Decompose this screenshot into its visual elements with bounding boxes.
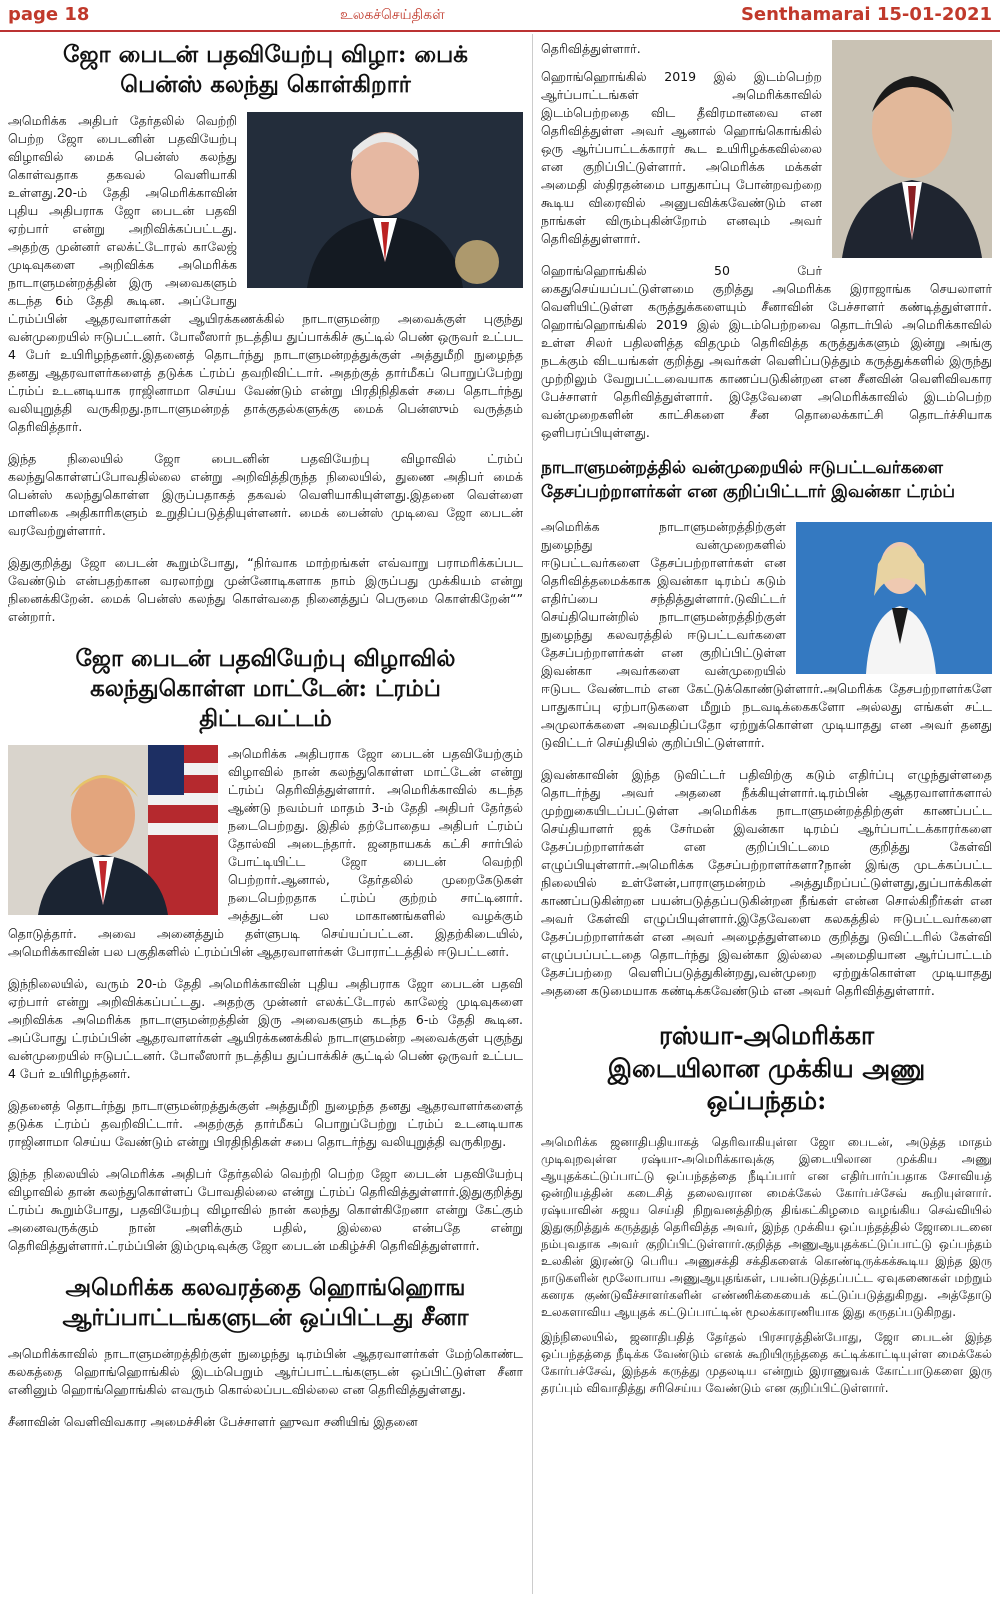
headline-ivanka: நாடாளுமன்றத்தில் வன்முறையில் ஈடுபட்டவர்களை தேசப்பற்றாளர்கள் என குறிப்பிட்டார் இவன்கா ட்ரம்ப் xyxy=(541,458,956,502)
trump-paragraph-3: இதனைத் தொடர்ந்து நாடாளுமன்றத்துக்குள் அத்துமீறி நுழைந்த தனது ஆதரவாளர்களைத் தடுக்க ட்ரம்ப் தவறிவிட்டார். அதற்குத் தார்மீகப் பொறுப்பேற்று ட்ரம்ப் உடனடியாக ராஜினாமா செய்ய வேண்டும் என்று பிரதிநிதிகள் சபை தொடர்ந்து வலியுறுத்தி வருகிறது. xyxy=(8,1098,523,1150)
china-paragraph-1: அமெரிக்காவில் நாடாளுமன்றத்திற்குள் நுழைந்து டிரம்பின் ஆதரவாளர்கள் மேற்கொண்ட கலகத்தை ஹொங்ஹொங்கில் இடம்பெறும் ஆர்ப்பாட்டங்களுடன் ஒப்பிட்டுள்ள சீனா எனினும் ஹொங்ஹொங்கில் எவரும் கொல்லப்படவில்லை என தெரிவித்துள்ளது. xyxy=(8,1346,523,1398)
ivanka-paragraph-1: அமெரிக்க நாடாளுமன்றத்திற்குள் நுழைந்து வன்முறைகளில் ஈடுபட்டவர்களை தேசப்பற்றாளர்கள் என தெரிவித்தமைக்காக இவன்கா டிரம்ப் கடும் எதிர்ப்பை சந்தித்துள்ளார்.டுவிட்டர் செய்தியொன்றில் நாடாளுமன்றத்திற்குள் நுழைந்து கலவரத்தில் ஈடுபட்டவர்களை தேசப்பற்றாளர்கள் என குறிப்பிட்டுள்ள இவன்கா அவர்களை வன்முறையில் ஈடுபட வேண்டாம் என கேட்டுக்கொண்டுள்ளார்.அமெரிக்க தேசபற்றாளர்களே பாதுகாப்பு ஏற்பாடுகளை மீறும் நடவடிக்கைகளோ அல்லது எங்கள் சட்ட அமுலாக்களை அவமதிப்பதோ ஏற்றுக்கொள்ள முடியாதது என அவர் தனது டுவிட்டர் செய்தியில் குறிப்பிட்டுள்ளார். xyxy=(541,519,992,750)
headline-nuclear: ரஸ்யா-அமெரிக்கா இடையிலான முக்கிய அணு ஒப்பந்தம்: xyxy=(607,1021,926,1115)
pence-image xyxy=(247,112,523,288)
left-column xyxy=(8,40,523,1592)
right-column xyxy=(541,40,992,1592)
ivanka-paragraph-2: இவன்காவின் இந்த டுவிட்டர் பதிவிற்கு கடும் எதிர்ப்பு எழுந்துள்ளதை தொடர்ந்து அவர் அதனை நீக்கியுள்ளார்.டிரம்பின் ஆதரவாளர்களால் முற்றுகையிடப்பட்டுள்ள அமெரிக்க நாடாளுமன்றத்திற்குள் காணப்பட்ட செய்தியாளர் ஜக் சேர்மன் இவன்கா டிரம்ப் ஆர்ப்பாட்டக்காரர்களை தேசப்பற்றாளர்கள் என குறிப்பிட்டமை குறித்து கேள்வி எழுப்பியுள்ளார்.அமெரிக்க தேசப்பற்றாளர்களா?நான் இங்கு முடக்கப்பட்ட நிலையில் உள்ளேன்,பாராளுமன்றம் அத்துமீறப்பட்டுள்ளது,துப்பாக்கிகள் காணப்படுகின்றன பயன்படுத்தப்படுகின்றன நீங்கள் என்ன சொல்கிறீர்கள் என அவர் கேள்வி எழுப்பியுள்ளார்.இதேவேளை கலகத்தில் ஈடுபட்டவர்களை தேசப்பற்றாளர்கள் என அவர் அழைத்துள்ளமை குறித்து டுவிட்டரில் கேள்வி எழுப்பப்பட்டதை தொடர்ந்து இவன்கா இல்லை அமைதியான ஆர்ப்பாட்டம் தேசப்பற்றை வெளிப்படுத்துகின்றது,வன்முறை ஏற்றுக்கொள்ள முடியாதது அதனை கடுமையாக கண்டிக்கவேண்டும் என அவர் தெரிவித்துள்ளார். xyxy=(541,767,992,998)
photo-xi xyxy=(832,40,992,258)
nuclear-paragraph-2: இந்நிலையில், ஜனாதிபதித் தேர்தல் பிரசாரத்தின்போது, ஜோ பைடன் இந்த ஒப்பந்தத்தை நீடிக்க வேண்டும் எனக் கூறியிருந்ததை சுட்டிக்காட்டியுள்ள மைக்கேல் கோர்பச்சேவ், இந்தக் கருத்து முதலடிய என்றும் இராணுவக் கோட்பாடுகளை இரு தரப்பும் விவாதித்து சரிசெய்ய வேண்டும் என குறிப்பிட்டுள்ளார். xyxy=(541,1329,992,1395)
china-paragraph-2: சீனாவின் வெளிவிவகார அமைச்சின் பேச்சாளர் ஹுவா சனியிங் இதனை xyxy=(8,1414,418,1430)
ivanka-image xyxy=(796,522,992,674)
page-header xyxy=(0,0,1000,32)
photo-ivanka xyxy=(796,522,992,674)
xi-image xyxy=(832,40,992,258)
column-divider xyxy=(532,34,533,1594)
nuclear-paragraph-1: அமெரிக்க ஜனாதிபதியாகத் தெரிவாகியுள்ள ஜோ பைடன், அடுத்த மாதம் முடிவுறவுள்ள ரஷ்யா-அமெரிக்காவுக்கு இடையிலான முக்கிய அணு ஆயுதக்கட்டுப்பாட்டு ஒப்பந்தத்தை நீடிப்பார் என எதிர்பார்ப்பதாக சோவியத் ஒன்றியத்தின் கடைசித் தலைவரான மைக்கேல் கோர்பச்சேவ் கூறியுள்ளார். ரஷ்யாவின் சுஜய செய்தி நிறுவனத்திற்கு திங்கட்கிழமை வழங்கிய செவ்வியில் இதுகுறித்துக் கருத்துத் தெரிவித்த அவர், இந்த முக்கிய ஒப்பந்தத்தில் ஜோபைடனை நம்புவதாக அவர் குறிப்பிட்டுள்ளார்.குறித்த அணுஆயுதக்கட்டுப்பாட்டு ஒப்பந்தம் உலகின் இரண்டு பெரிய அணுசக்தி சக்திகளைக் கொண்டிருக்கக்கூடிய இந்த இரு நாடுகளின் மூலோபாய அணுஆயுதங்கள், பயன்படுத்தப்பட்ட ஏவுகணைகள் மற்றும் கனரக குண்டுவீச்சாளர்களின் எண்ணிக்கையைக் கட்டுப்படுத்துகிறது. அத்தோடு உலகளாவிய ஆயுதக் கட்டுப்பாட்டின் மூலக்காரணியாக இது கருதப்படுகிறது. xyxy=(541,1134,992,1319)
trump-paragraph-4: இந்த நிலையில் அமெரிக்க அதிபர் தேர்தலில் வெற்றி பெற்ற ஜோ பைடன் பதவியேற்பு விழாவில் தான் கலந்துகொள்ளப் போவதில்லை என்று ட்ரம்ப் தெரிவித்துள்ளார்.இதுகுறித்து ட்ரம்ப் கூறும்போது, பதவியேற்பு விழாவில் நான் கலந்து கொள்கிறேனா என்று கேட்கும் அனைவருக்கும் நான் அளிக்கும் பதில், இல்லை என்பதே என்று தெரிவித்துள்ளார்.ட்ரம்ப்பின் இம்முடிவுக்கு ஜோ பைடன் மகிழ்ச்சி தெரிவித்துள்ளார். xyxy=(8,1166,523,1254)
photo-pence xyxy=(247,112,523,288)
photo-trump xyxy=(8,745,218,915)
page-number: page 18 xyxy=(8,4,90,25)
china-continued-1: ஹொங்ஹொங்கில் 2019 இல் இடம்பெற்ற ஆர்ப்பாட்டங்கள் அமெரிக்காவில் இடம்பெற்றதை விட தீவிரமானவை என தெரிவித்துள்ள அவர் ஆனால் ஹொங்கொங்கில் ஒரு ஆர்ப்பாட்டக்காரர் கூட உயிரிழக்கவில்லை என குறிப்பிட்டுள்ளார். அமெரிக்க மக்கள் அமைதி ஸ்திரதன்மை பாதுகாப்பு போன்றவற்றை கூடிய விரைவில் அனுபவிக்கவேண்டும் என நாங்கள் விரும்புகின்றோம் எனவும் அவர் தெரிவித்துள்ளார். xyxy=(541,69,822,246)
pence-paragraph-2: இந்த நிலையில் ஜோ பைடனின் பதவியேற்பு விழாவில் ட்ரம்ப் கலந்துகொள்ளப்போவதில்லை என்று அறிவித்திருந்த நிலையில், துணை அதிபர் மைக் பென்ஸ் கலந்துகொள்ள இருப்பதாகத் தகவல் வெளியாகியுள்ளது.இதனை வெள்ளை மாளிகை அதிகாரிகளும் உறுதிப்படுத்தியுள்ளனர். மைக் பைன்ஸ் முடிவை ஜோ பைடன் வரவேற்றுள்ளார். xyxy=(8,450,523,538)
pence-paragraph-3: இதுகுறித்து ஜோ பைடன் கூறும்போது, “நிர்வாக மாற்றங்கள் எவ்வாறு பராமரிக்கப்பட வேண்டும் என்பதற்கான வரலாற்று முன்னோடிகளாக நாம் இருப்பது முக்கியம் என்று நினைக்கிறேன். மைக் பென்ஸ் கலந்து கொள்வதை நினைத்துப் பெருமை கொள்கிறேன்“” என்றார். xyxy=(8,554,523,624)
china-continued-0: தெரிவித்துள்ளார். xyxy=(541,41,641,56)
trump-image xyxy=(8,745,218,915)
headline-pence: ஜோ பைடன் பதவியேற்பு விழா: பைக் பென்ஸ் கலந்து கொள்கிறார் xyxy=(63,41,468,98)
trump-paragraph-2: இந்நிலையில், வரும் 20-ம் தேதி அமெரிக்காவின் புதிய அதிபராக ஜோ பைடன் பதவி ஏற்பார் என்று அறிவிக்கப்பட்டது. அதற்கு முன்னர் எலக்ட்டோரல் காலேஜ் முடிவுகளை அறிவிக்க அமெரிக்க நாடாளுமன்றத்தின் இரு அவைகளும் கடந்த 6-ம் தேதி கூடின. அப்போது ட்ரம்ப்பின் ஆதரவாளர்கள் ஆயிரக்கணக்கில் நாடாளுமன்ற அவைக்குள் புகுந்து வன்முறையில் ஈடுபட்டனர். போலீஸார் நடத்திய துப்பாக்கிச் சூட்டில் பெண் ஒருவர் உட்பட 4 பேர் உயிரிழந்தனர். xyxy=(8,976,523,1082)
headline-china: அமெரிக்க கலவரத்தை ஹொங்ஹொங ஆர்ப்பாட்டங்களுடன் ஒப்பிட்டது சீனா xyxy=(62,1274,469,1332)
china-continued-2: ஹொங்ஹொங்கில் 50 பேர் கைதுசெய்யப்பட்டுள்ளமை குறித்து அமெரிக்க இராஜாங்க செயலாளர் வெளியிட்டுள்ள கருத்துக்களையும் சீனாவின் பேச்சாளர் கண்டித்துள்ளார். ஹொங்ஹொங்கில் 2019 இல் இடம்பெற்றவை தொடர்பில் அமெரிக்காவில் உள்ள சிலர் பதிலளித்த விதமும் தெரிவித்த கருத்துக்களும் இன்று அங்கு நடக்கும் விடயங்கள் குறித்து அவர்கள் வெளிப்படுத்தும் கருத்துக்களில் இருந்து முற்றிலும் வேறுபட்டவையாக காணப்படுகின்றன என சீனவின் வெளிவிவகார பேச்சாளர் தெரிவித்துள்ளார். இதேவேளை அமெரிக்காவில் இடம்பெற்ற வன்முறைகளின் காட்சிகளை சீன தொலைக்காட்சி தொடர்ச்சியாக ஒளிபரப்பியுள்ளது. xyxy=(541,263,992,440)
trump-paragraph-1: அமெரிக்க அதிபராக ஜோ பைடன் பதவியேற்கும் விழாவில் நான் கலந்துகொள்ள மாட்டேன் என்று ட்ரம்ப் தெரிவித்துள்ளார். அமெரிக்காவில் கடந்த ஆண்டு நவம்பர் மாதம் 3-ம் தேதி அதிபர் தேர்தல் நடைபெற்றது. இதில் தற்போதைய அதிபர் ட்ரம்ப் தோல்வி அடைந்தார். ஜனநாயகக் கட்சி சார்பில் போட்டியிட்ட ஜோ பைடன் வெற்றி பெற்றார்.ஆனால், தேர்தலில் முறைகேடுகள் நடைபெற்றதாக ட்ரம்ப் குற்றம் சாட்டினார். அத்துடன் பல மாகாணங்களில் வழக்கும் தொடுத்தார். அவை அனைத்தும் தள்ளுபடி செய்யப்பட்டன. இதற்கிடையில், அமெரிக்காவின் பல பகுதிகளில் ட்ரம்ப்பின் ஆதரவாளர்கள் போராட்டத்தில் ஈடுபட்டனர். xyxy=(8,746,523,960)
section-title: உலகச்செய்திகள் xyxy=(340,7,445,23)
pence-paragraph-1: அமெரிக்க அதிபர் தேர்தலில் வெற்றி பெற்ற ஜோ பைடனின் பதவியேற்பு விழாவில் மைக் பென்ஸ் கலந்து கொள்வதாக தகவல் வெளியாகி உள்ளது.20-ம் தேதி அமெரிக்காவின் புதிய அதிபராக ஜோ பைடன் பதவி ஏற்பார் என்று அறிவிக்கப்பட்டது. அதற்கு முன்னர் எலக்ட்டோரல் காலேஜ் முடிவுகளை அறிவிக்க அமெரிக்க நாடாளுமன்றத்தின் இரு அவைகளும் கடந்த 6ம் தேதி கூடின. அப்போது ட்ரம்ப்பின் ஆதரவாளர்கள் ஆயிரக்கணக்கில் நாடாளுமன்ற அவைக்குள் புகுந்து வன்முறையில் ஈடுபட்டனர். போலீஸார் நடத்திய துப்பாக்கிச் சூட்டில் பெண் ஒருவர் உட்பட 4 பேர் உயிரிழந்தனர்.இதனைத் தொடர்ந்து நாடாளுமன்றத்துக்குள் அத்துமீறி நுழைந்த தனது ஆதரவாளர்களைத் தடுக்க ட்ரம்ப் தவறிவிட்டார். அதற்குத் தார்மீகப் பொறுப்பேற்று ட்ரம்ப் உடனடியாக ராஜினாமா செய்ய வேண்டும் என்று பிரதிநிதிகள் சபை தொடர்ந்து வலியுறுத்தி வருகிறது.நாடாளுமன்றத் தாக்குதல்களுக்கு மைக் பென்ஸும் வருத்தம் தெரிவித்தார். xyxy=(8,112,523,434)
headline-trump: ஜோ பைடன் பதவியேற்பு விழாவில் கலந்துகொள்ள மாட்டேன்: ட்ரம்ப் திட்டவட்டம் xyxy=(75,644,456,732)
paper-date: Senthamarai 15-01-2021 xyxy=(740,4,992,25)
